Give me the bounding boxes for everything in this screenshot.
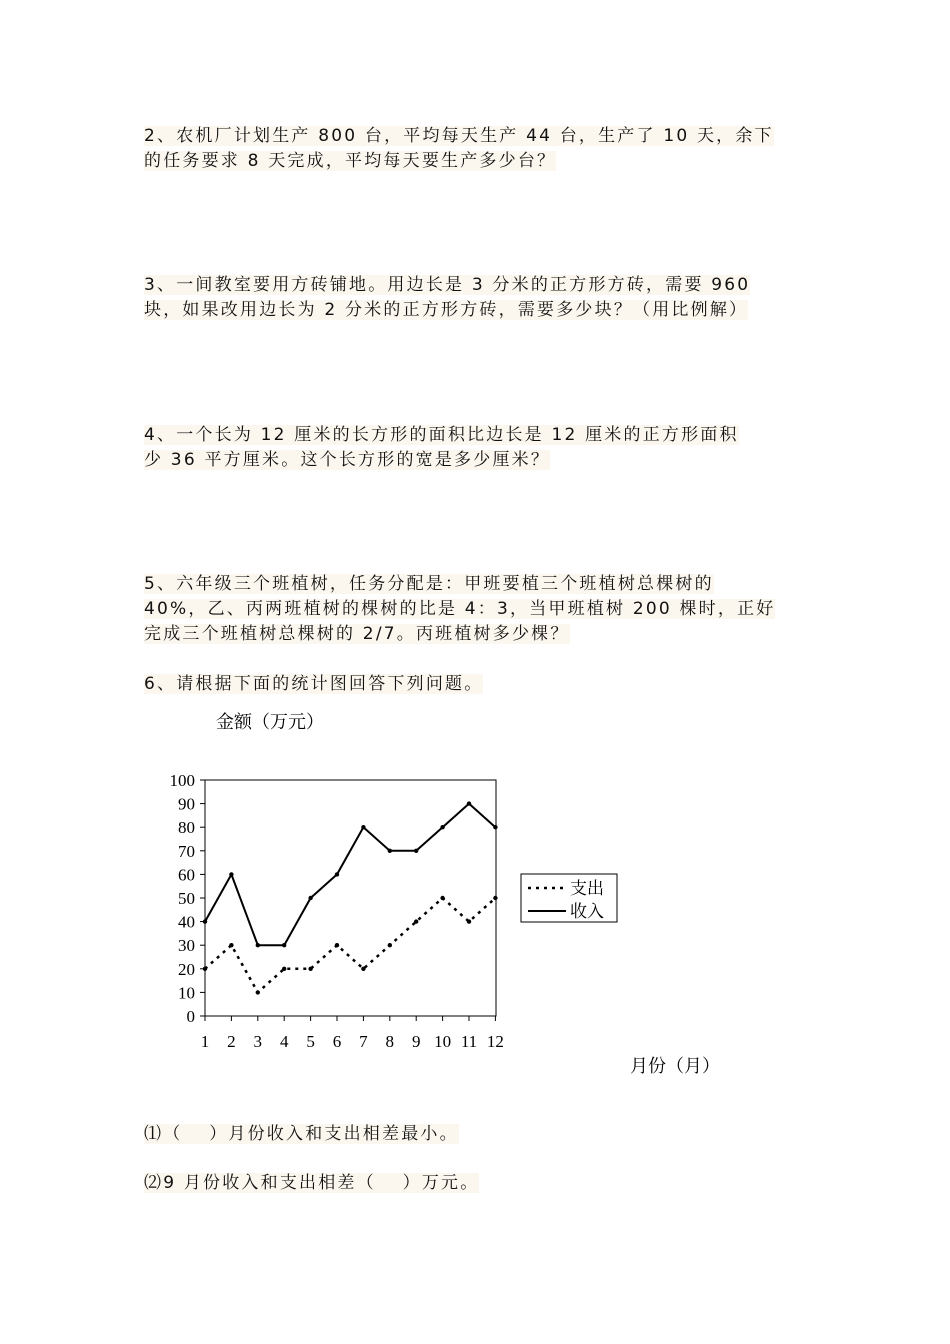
x-tick-label: 4: [279, 1032, 289, 1051]
income-data-point: [308, 896, 312, 900]
income-data-point: [229, 872, 233, 876]
problem-4-line-2: 少 36 平方厘米。这个长方形的宽是多少厘米？: [144, 450, 551, 470]
x-tick-label: 11: [460, 1032, 478, 1051]
problem-5-line-1: 5、六年级三个班植树，任务分配是：甲班要植三个班植树总棵树的: [144, 574, 714, 594]
problem-2-line-1: 2、农机厂计划生产 800 台，平均每天生产 44 台，生产了 10 天，余下: [144, 126, 774, 146]
expense-data-point: [440, 896, 444, 900]
problem-5-line-3: 完成三个班植树总棵树的 2/7。丙班植树多少棵？: [144, 624, 570, 644]
y-tick-label: 70: [178, 841, 195, 861]
y-tick-label: 50: [178, 889, 195, 908]
problem-3: [144, 273, 808, 323]
expense-data-point: [282, 967, 286, 971]
problem-3-line-2: 块，如果改用边长为 2 分米的正方形方砖，需要多少块？（用比例解）: [144, 300, 749, 320]
x-axis-ticks: [201, 1016, 504, 1051]
y-tick-label: 40: [178, 912, 195, 932]
problem-5: [144, 572, 808, 647]
x-tick-label: 7: [359, 1032, 368, 1051]
x-tick-label: 5: [306, 1032, 315, 1051]
y-axis-ticks: [170, 771, 206, 1026]
question-2-text: ⑵9 月份收入和支出相差（ ）万元。: [144, 1173, 480, 1193]
expense-data-point: [361, 967, 365, 971]
problem-4: [144, 423, 808, 473]
question-2: [144, 1171, 808, 1196]
expense-data-point: [203, 967, 207, 971]
legend-label-income: 收入: [570, 902, 604, 922]
question-1: [144, 1122, 808, 1147]
expense-data-point: [388, 943, 392, 947]
income-data-point: [493, 825, 497, 829]
expense-data-point: [414, 919, 418, 923]
x-tick-label: 3: [253, 1032, 263, 1051]
y-tick-label: 100: [169, 771, 195, 790]
problem-2: [144, 124, 808, 174]
x-tick-label: 10: [434, 1032, 452, 1051]
income-data-point: [256, 943, 260, 947]
y-tick-label: 90: [178, 794, 195, 814]
expense-data-point: [256, 990, 260, 994]
legend-label-expense: 支出: [570, 879, 604, 899]
line-chart: [150, 700, 750, 1090]
question-1-text: ⑴（ ）月份收入和支出相差最小。: [144, 1124, 459, 1144]
problem-6: [144, 672, 808, 697]
income-data-point: [388, 849, 392, 853]
x-tick-label: 1: [200, 1032, 210, 1051]
expense-data-point: [229, 943, 233, 947]
problem-3-line-1: 3、一间教室要用方砖铺地。用边长是 3 分米的正方形方砖，需要 960: [144, 275, 751, 295]
income-data-point: [440, 825, 444, 829]
x-tick-label: 9: [411, 1032, 421, 1051]
x-tick-label: 12: [486, 1032, 504, 1051]
income-data-point: [414, 849, 418, 853]
plot-area-border: [205, 780, 496, 1016]
income-data-point: [203, 919, 207, 923]
expense-data-point: [335, 943, 339, 947]
income-data-point: [282, 943, 286, 947]
problem-4-line-1: 4、一个长为 12 厘米的长方形的面积比边长是 12 厘米的正方形面积: [144, 425, 739, 445]
expense-data-point: [467, 919, 471, 923]
problem-6-line-1: 6、请根据下面的统计图回答下列问题。: [144, 674, 484, 694]
y-tick-label: 0: [186, 1007, 195, 1026]
expense-data-point: [308, 967, 312, 971]
income-data-point: [467, 801, 471, 805]
x-axis-label: 月份（月）: [630, 1056, 720, 1077]
y-axis-label: 金额（万元）: [216, 712, 324, 733]
problem-5-line-2: 40%，乙、丙两班植树的棵树的比是 4：3，当甲班植树 200 棵时，正好: [144, 599, 776, 619]
y-tick-label: 60: [178, 865, 195, 885]
expense-data-point: [493, 896, 497, 900]
income-data-point: [361, 825, 365, 829]
x-tick-label: 8: [385, 1032, 395, 1051]
income-data-point: [335, 872, 339, 876]
y-tick-label: 80: [178, 818, 195, 838]
problem-2-line-2: 的任务要求 8 天完成，平均每天要生产多少台？: [144, 151, 557, 171]
y-tick-label: 30: [178, 936, 195, 956]
legend: [521, 874, 617, 922]
y-tick-label: 20: [178, 959, 195, 979]
x-tick-label: 2: [227, 1032, 236, 1051]
y-tick-label: 10: [178, 983, 195, 1003]
x-tick-label: 6: [332, 1032, 342, 1051]
